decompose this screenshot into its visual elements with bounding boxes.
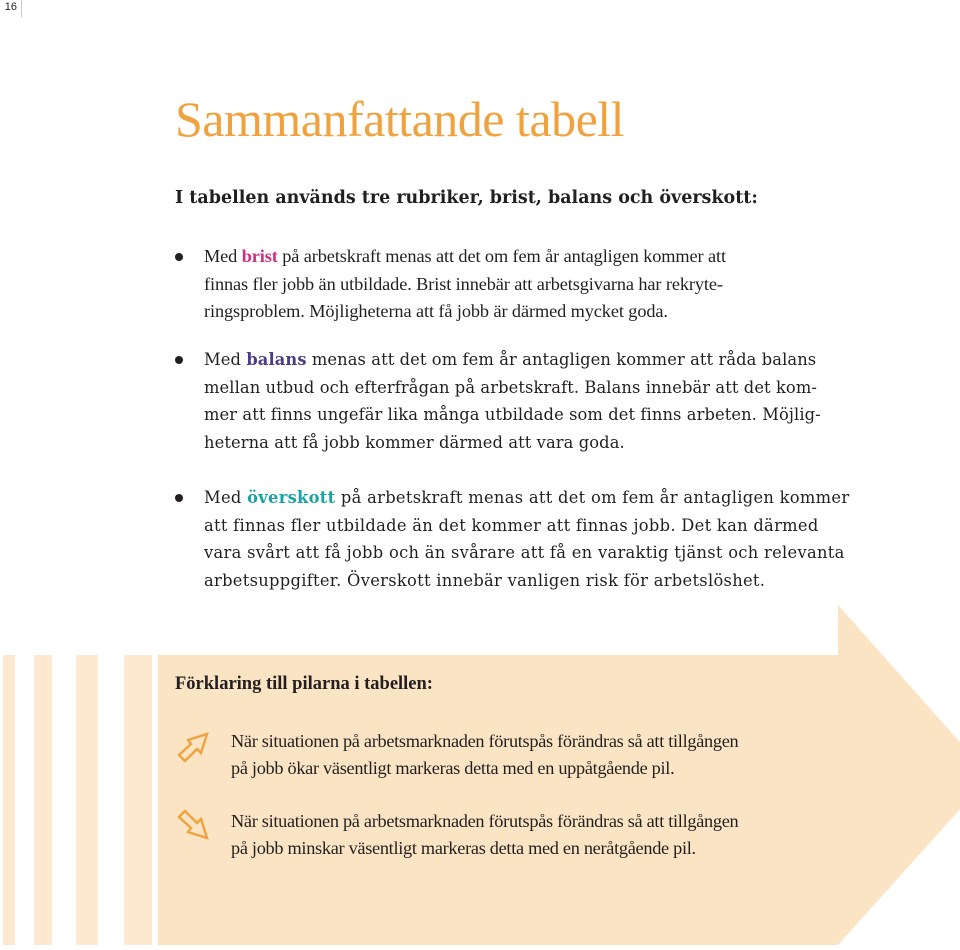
legend-line: på jobb ökar väsentligt markeras detta med en uppåtgående pil. (231, 758, 675, 778)
legend-text (231, 808, 831, 862)
bullet-line: ringsproblem. Möjligheterna att få jobb är därmed mycket goda. (204, 301, 668, 321)
bullet-line: finnas fler jobb än utbildade. Brist innebär att arbetsgivarna har rekryte- (204, 273, 723, 294)
bullet-line: heterna att få jobb kommer därmed att vara goda. (204, 432, 625, 452)
bullet-line: mellan utbud och efterfrågan på arbetskraft. Balans innebär att det kom- (204, 377, 817, 397)
bullet-line (204, 346, 854, 374)
legend-title: Förklaring till pilarna i tabellen: (175, 674, 433, 694)
bullet-text (204, 346, 854, 456)
bullet-text (204, 484, 854, 594)
legend-text (231, 728, 831, 782)
bullet-line (204, 243, 854, 271)
bullet-line-rest: menas att det om fem år antagligen kommer att råda balans (306, 350, 817, 369)
legend-line: När situationen på arbetsmarknaden förutspås förändras så att tillgången (231, 731, 739, 751)
bullet-line: vara svårt att få jobb och än svårare att få en varaktig tjänst och relevanta (204, 543, 845, 562)
arrow-up-right-icon (175, 728, 211, 764)
bullet-line: arbetsuppgifter. Överskott innebär vanligen risk för arbetslöshet. (204, 570, 766, 590)
bullet-prefix: Med (204, 350, 247, 369)
bullet-line-rest: på arbetskraft menas att det om fem år antagligen kommer (335, 488, 850, 507)
bullet-text (204, 243, 854, 326)
keyword-balans: balans (246, 350, 307, 369)
bullet-line: att finnas fler utbildade än det kommer att finnas jobb. Det kan därmed (204, 515, 819, 535)
bullet-dot (175, 356, 183, 364)
bullet-line-rest: på arbetskraft menas att det om fem år antagligen kommer att (277, 246, 726, 266)
legend-line: på jobb minskar väsentligt markeras detta med en neråtgående pil. (231, 838, 696, 858)
page-number: 16 (0, 0, 22, 17)
bullet-dot (175, 494, 183, 502)
bullet-line: mer att finns ungefär lika många utbildade som det finns arbeten. Möjlig- (204, 405, 821, 424)
keyword-overskott: överskott (247, 488, 336, 507)
arrow-down-right-icon (175, 808, 211, 844)
legend-line: När situationen på arbetsmarknaden förutspås förändras så att tillgången (231, 811, 739, 831)
intro-text: I tabellen används tre rubriker, brist, balans och överskott: (175, 188, 758, 208)
page-title: Sammanfattande tabell (175, 91, 625, 147)
bullet-prefix: Med (204, 246, 242, 266)
keyword-brist: brist (241, 246, 278, 266)
bullet-line (204, 484, 854, 512)
bullet-prefix: Med (204, 488, 248, 507)
bullet-dot (175, 253, 183, 261)
